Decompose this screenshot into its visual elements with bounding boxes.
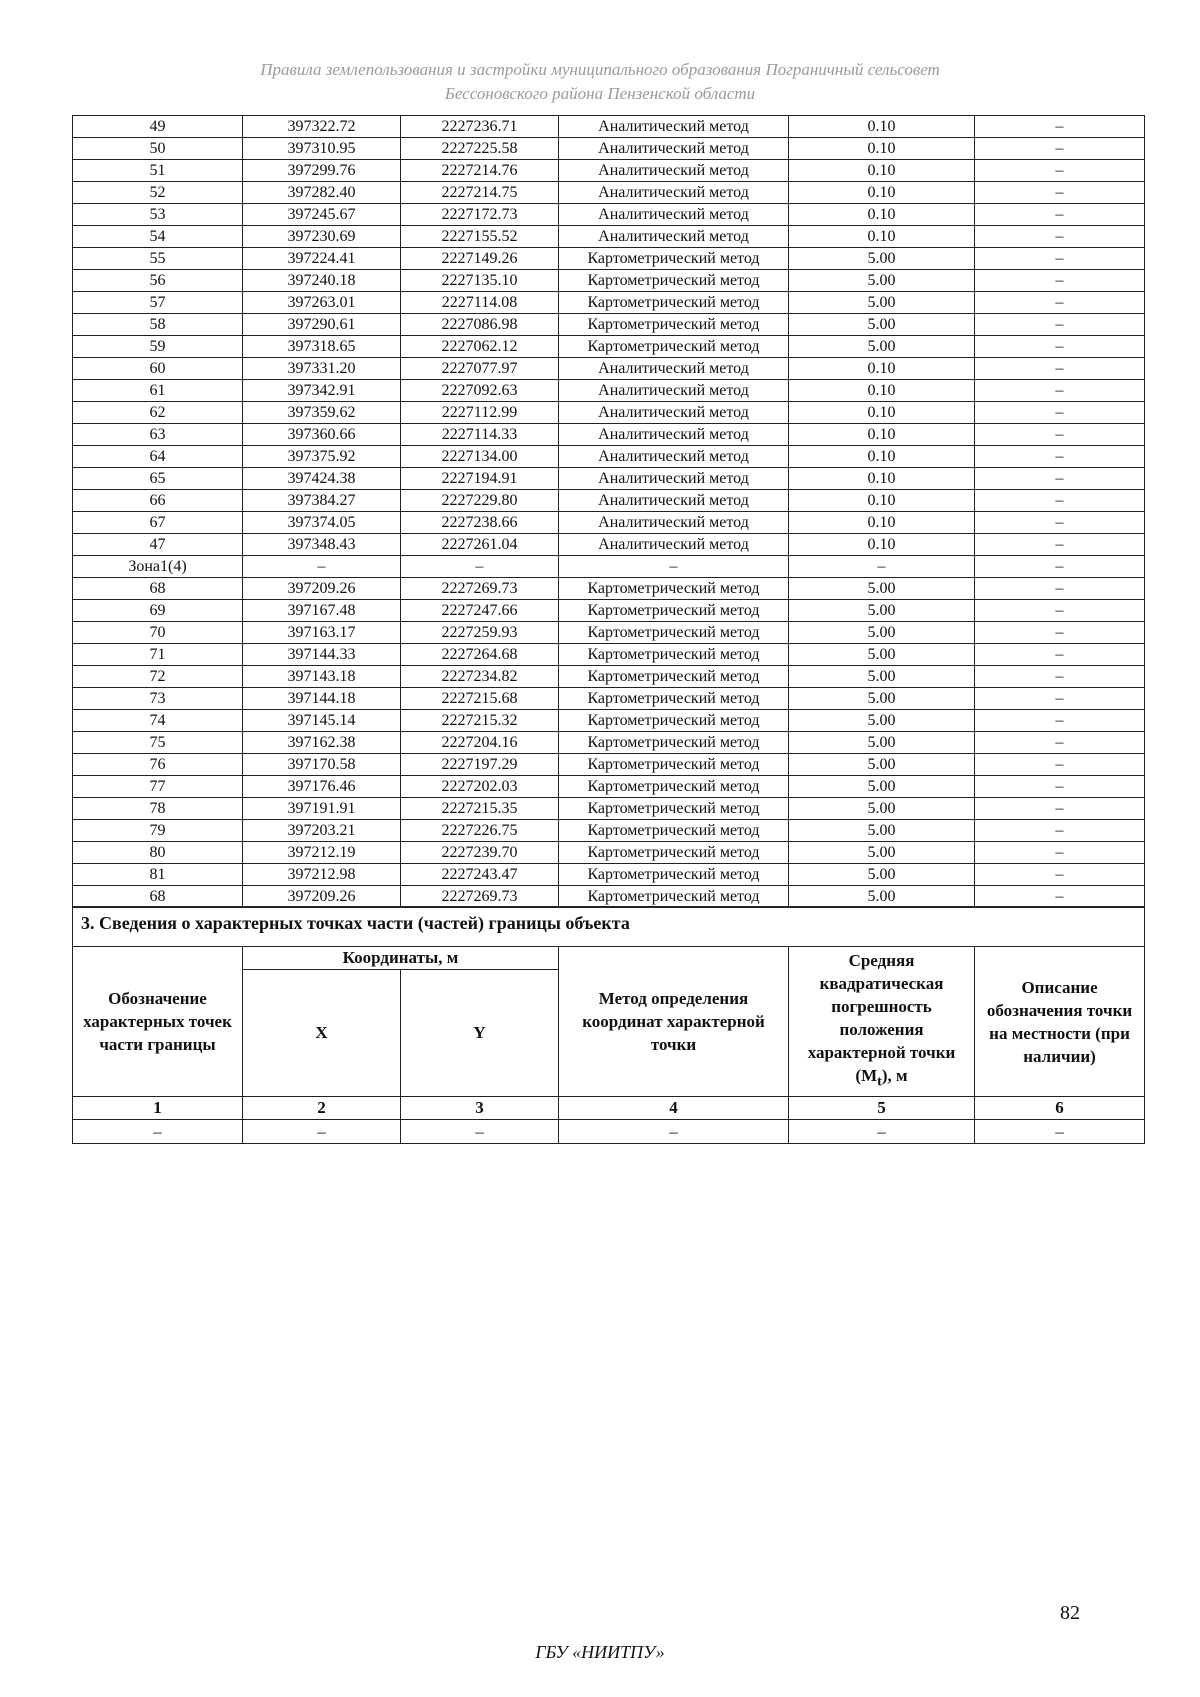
table-row	[73, 578, 1145, 600]
description-cell: –	[975, 622, 1145, 644]
y-coordinate-cell: 2227204.16	[401, 732, 559, 754]
y-coordinate-cell: 2227234.82	[401, 666, 559, 688]
error-cell: 0.10	[789, 424, 975, 446]
method-cell: Картометрический метод	[559, 886, 789, 908]
table-row	[73, 270, 1145, 292]
x-coordinate-cell: 397374.05	[243, 512, 401, 534]
description-cell: –	[975, 512, 1145, 534]
error-cell: 0.10	[789, 138, 975, 160]
description-cell: –	[975, 468, 1145, 490]
method-cell: Картометрический метод	[559, 644, 789, 666]
table-row	[73, 776, 1145, 798]
page-number: 82	[1060, 1602, 1080, 1624]
x-coordinate-cell: 397143.18	[243, 666, 401, 688]
x-coordinate-cell: 397191.91	[243, 798, 401, 820]
error-cell: 5.00	[789, 754, 975, 776]
description-cell: –	[975, 160, 1145, 182]
point-id-cell: 66	[73, 490, 243, 512]
y-coordinate-cell: –	[401, 556, 559, 578]
point-id-cell: 71	[73, 644, 243, 666]
y-coordinate-cell: 2227215.35	[401, 798, 559, 820]
table-row	[73, 424, 1145, 446]
y-coordinate-cell: 2227261.04	[401, 534, 559, 556]
method-cell: Картометрический метод	[559, 820, 789, 842]
point-id-cell: 65	[73, 468, 243, 490]
method-cell: Картометрический метод	[559, 710, 789, 732]
table-row	[73, 798, 1145, 820]
point-id-cell: 57	[73, 292, 243, 314]
error-cell: 0.10	[789, 534, 975, 556]
description-cell: –	[975, 776, 1145, 798]
empty-cell: –	[401, 1120, 559, 1144]
table-row	[73, 204, 1145, 226]
point-id-cell: 67	[73, 512, 243, 534]
y-coordinate-cell: 2227194.91	[401, 468, 559, 490]
point-id-cell: 76	[73, 754, 243, 776]
description-cell: –	[975, 402, 1145, 424]
document-header	[0, 58, 1200, 106]
method-cell: Аналитический метод	[559, 358, 789, 380]
method-cell: Картометрический метод	[559, 292, 789, 314]
method-cell: Аналитический метод	[559, 468, 789, 490]
header-designation: Обозначение характерных точек части границы	[73, 947, 243, 1097]
table-row	[73, 358, 1145, 380]
y-coordinate-cell: 2227135.10	[401, 270, 559, 292]
method-cell: Аналитический метод	[559, 226, 789, 248]
table-row	[73, 292, 1145, 314]
coordinates-table-body	[73, 116, 1145, 908]
x-coordinate-cell: 397144.33	[243, 644, 401, 666]
method-cell: Аналитический метод	[559, 534, 789, 556]
method-cell: Картометрический метод	[559, 336, 789, 358]
x-coordinate-cell: 397318.65	[243, 336, 401, 358]
y-coordinate-cell: 2227229.80	[401, 490, 559, 512]
error-cell: 0.10	[789, 226, 975, 248]
description-cell: –	[975, 292, 1145, 314]
description-cell: –	[975, 490, 1145, 512]
y-coordinate-cell: 2227236.71	[401, 116, 559, 138]
table-row	[73, 886, 1145, 908]
method-cell: Картометрический метод	[559, 600, 789, 622]
y-coordinate-cell: 2227114.33	[401, 424, 559, 446]
method-cell: –	[559, 556, 789, 578]
y-coordinate-cell: 2227269.73	[401, 578, 559, 600]
table-row	[73, 490, 1145, 512]
y-coordinate-cell: 2227264.68	[401, 644, 559, 666]
description-cell: –	[975, 732, 1145, 754]
error-cell: 0.10	[789, 182, 975, 204]
point-id-cell: 61	[73, 380, 243, 402]
error-cell: 0.10	[789, 380, 975, 402]
point-id-cell: Зона1(4)	[73, 556, 243, 578]
error-cell: 5.00	[789, 644, 975, 666]
method-cell: Картометрический метод	[559, 314, 789, 336]
description-cell: –	[975, 556, 1145, 578]
point-id-cell: 56	[73, 270, 243, 292]
error-cell: 5.00	[789, 732, 975, 754]
y-coordinate-cell: 2227155.52	[401, 226, 559, 248]
header-x: X	[243, 970, 401, 1097]
point-id-cell: 80	[73, 842, 243, 864]
description-cell: –	[975, 842, 1145, 864]
point-id-cell: 47	[73, 534, 243, 556]
method-cell: Аналитический метод	[559, 160, 789, 182]
y-coordinate-cell: 2227259.93	[401, 622, 559, 644]
table-row	[73, 314, 1145, 336]
x-coordinate-cell: 397359.62	[243, 402, 401, 424]
point-id-cell: 69	[73, 600, 243, 622]
description-cell: –	[975, 182, 1145, 204]
x-coordinate-cell: 397209.26	[243, 578, 401, 600]
error-cell: 0.10	[789, 358, 975, 380]
y-coordinate-cell: 2227215.68	[401, 688, 559, 710]
y-coordinate-cell: 2227112.99	[401, 402, 559, 424]
y-coordinate-cell: 2227214.75	[401, 182, 559, 204]
y-coordinate-cell: 2227238.66	[401, 512, 559, 534]
description-cell: –	[975, 138, 1145, 160]
point-id-cell: 49	[73, 116, 243, 138]
error-cell: 0.10	[789, 490, 975, 512]
error-cell: 0.10	[789, 512, 975, 534]
error-cell: 5.00	[789, 886, 975, 908]
table-row	[73, 842, 1145, 864]
x-coordinate-cell: 397263.01	[243, 292, 401, 314]
error-cell: 5.00	[789, 270, 975, 292]
table-row	[73, 820, 1145, 842]
table-row	[73, 160, 1145, 182]
table-row	[73, 226, 1145, 248]
method-cell: Картометрический метод	[559, 666, 789, 688]
y-coordinate-cell: 2227114.08	[401, 292, 559, 314]
y-coordinate-cell: 2227247.66	[401, 600, 559, 622]
x-coordinate-cell: 397212.19	[243, 842, 401, 864]
header-error: Средняя квадратическая погрешность положения характерной точки $(М_t)$, м	[789, 947, 975, 1097]
description-cell: –	[975, 336, 1145, 358]
table-row	[73, 622, 1145, 644]
y-coordinate-cell: 2227062.12	[401, 336, 559, 358]
method-cell: Картометрический метод	[559, 754, 789, 776]
point-id-cell: 51	[73, 160, 243, 182]
description-cell: –	[975, 886, 1145, 908]
description-cell: –	[975, 864, 1145, 886]
table-row	[73, 336, 1145, 358]
table-row	[73, 644, 1145, 666]
column-number: 3	[401, 1097, 559, 1120]
error-cell: 5.00	[789, 710, 975, 732]
y-coordinate-cell: 2227134.00	[401, 446, 559, 468]
column-number: 5	[789, 1097, 975, 1120]
table-row	[73, 468, 1145, 490]
x-coordinate-cell: 397245.67	[243, 204, 401, 226]
description-cell: –	[975, 248, 1145, 270]
y-coordinate-cell: 2227225.58	[401, 138, 559, 160]
method-cell: Аналитический метод	[559, 446, 789, 468]
empty-data-row	[73, 1120, 1145, 1144]
table-row	[73, 138, 1145, 160]
table-row	[73, 248, 1145, 270]
x-coordinate-cell: 397145.14	[243, 710, 401, 732]
x-coordinate-cell: 397212.98	[243, 864, 401, 886]
description-cell: –	[975, 578, 1145, 600]
empty-cell: –	[559, 1120, 789, 1144]
point-id-cell: 59	[73, 336, 243, 358]
y-coordinate-cell: 2227077.97	[401, 358, 559, 380]
error-cell: 5.00	[789, 578, 975, 600]
empty-cell: –	[73, 1120, 243, 1144]
x-coordinate-cell: 397375.92	[243, 446, 401, 468]
x-coordinate-cell: –	[243, 556, 401, 578]
point-id-cell: 52	[73, 182, 243, 204]
error-cell: 5.00	[789, 600, 975, 622]
table-row	[73, 116, 1145, 138]
point-id-cell: 68	[73, 578, 243, 600]
y-coordinate-cell: 2227269.73	[401, 886, 559, 908]
table-row	[73, 754, 1145, 776]
x-coordinate-cell: 397310.95	[243, 138, 401, 160]
point-id-cell: 53	[73, 204, 243, 226]
y-coordinate-cell: 2227086.98	[401, 314, 559, 336]
x-coordinate-cell: 397342.91	[243, 380, 401, 402]
point-id-cell: 75	[73, 732, 243, 754]
method-cell: Картометрический метод	[559, 688, 789, 710]
method-cell: Картометрический метод	[559, 776, 789, 798]
description-cell: –	[975, 798, 1145, 820]
method-cell: Картометрический метод	[559, 798, 789, 820]
description-cell: –	[975, 644, 1145, 666]
y-coordinate-cell: 2227214.76	[401, 160, 559, 182]
method-cell: Аналитический метод	[559, 138, 789, 160]
error-cell: 5.00	[789, 776, 975, 798]
header-line-1: Правила землепользования и застройки муниципального образования Пограничный сельсовет	[260, 60, 940, 79]
y-coordinate-cell: 2227243.47	[401, 864, 559, 886]
section3-table	[72, 906, 1145, 1144]
error-cell: –	[789, 556, 975, 578]
point-id-cell: 62	[73, 402, 243, 424]
x-coordinate-cell: 397360.66	[243, 424, 401, 446]
header-line-2: Бессоновского района Пензенской области	[444, 84, 756, 103]
x-coordinate-cell: 397167.48	[243, 600, 401, 622]
y-coordinate-cell: 2227215.32	[401, 710, 559, 732]
y-coordinate-cell: 2227239.70	[401, 842, 559, 864]
point-id-cell: 70	[73, 622, 243, 644]
table-row	[73, 402, 1145, 424]
x-coordinate-cell: 397282.40	[243, 182, 401, 204]
x-coordinate-cell: 397384.27	[243, 490, 401, 512]
y-coordinate-cell: 2227172.73	[401, 204, 559, 226]
x-coordinate-cell: 397203.21	[243, 820, 401, 842]
point-id-cell: 58	[73, 314, 243, 336]
table-row	[73, 600, 1145, 622]
point-id-cell: 68	[73, 886, 243, 908]
x-coordinate-cell: 397170.58	[243, 754, 401, 776]
point-id-cell: 54	[73, 226, 243, 248]
error-cell: 5.00	[789, 842, 975, 864]
table-row	[73, 182, 1145, 204]
y-coordinate-cell: 2227226.75	[401, 820, 559, 842]
x-coordinate-cell: 397322.72	[243, 116, 401, 138]
column-number: 6	[975, 1097, 1145, 1120]
table-row	[73, 710, 1145, 732]
error-cell: 5.00	[789, 864, 975, 886]
table-row	[73, 380, 1145, 402]
table-row	[73, 534, 1145, 556]
table-row	[73, 732, 1145, 754]
point-id-cell: 60	[73, 358, 243, 380]
description-cell: –	[975, 424, 1145, 446]
document-footer: ГБУ «НИИТПУ»	[535, 1642, 665, 1662]
error-cell: 5.00	[789, 798, 975, 820]
empty-cell: –	[243, 1120, 401, 1144]
table-row	[73, 666, 1145, 688]
y-coordinate-cell: 2227197.29	[401, 754, 559, 776]
description-cell: –	[975, 754, 1145, 776]
empty-cell: –	[789, 1120, 975, 1144]
table-row	[73, 864, 1145, 886]
method-cell: Картометрический метод	[559, 864, 789, 886]
point-id-cell: 50	[73, 138, 243, 160]
point-id-cell: 63	[73, 424, 243, 446]
error-cell: 0.10	[789, 116, 975, 138]
table-row	[73, 688, 1145, 710]
header-y: Y	[401, 970, 559, 1097]
method-cell: Картометрический метод	[559, 270, 789, 292]
point-id-cell: 64	[73, 446, 243, 468]
column-number: 2	[243, 1097, 401, 1120]
x-coordinate-cell: 397162.38	[243, 732, 401, 754]
method-cell: Аналитический метод	[559, 402, 789, 424]
section3-title: 3. Сведения о характерных точках части (частей) границы объекта	[73, 907, 1145, 947]
description-cell: –	[975, 820, 1145, 842]
description-cell: –	[975, 446, 1145, 468]
error-cell: 5.00	[789, 688, 975, 710]
error-cell: 5.00	[789, 292, 975, 314]
point-id-cell: 74	[73, 710, 243, 732]
method-cell: Картометрический метод	[559, 622, 789, 644]
y-coordinate-cell: 2227149.26	[401, 248, 559, 270]
x-coordinate-cell: 397290.61	[243, 314, 401, 336]
x-coordinate-cell: 397299.76	[243, 160, 401, 182]
description-cell: –	[975, 380, 1145, 402]
error-cell: 0.10	[789, 468, 975, 490]
description-cell: –	[975, 534, 1145, 556]
point-id-cell: 55	[73, 248, 243, 270]
method-cell: Аналитический метод	[559, 380, 789, 402]
empty-cell: –	[975, 1120, 1145, 1144]
point-id-cell: 79	[73, 820, 243, 842]
method-cell: Аналитический метод	[559, 116, 789, 138]
description-cell: –	[975, 314, 1145, 336]
header-coordinates: Координаты, м	[243, 947, 559, 970]
error-cell: 5.00	[789, 820, 975, 842]
table-row	[73, 446, 1145, 468]
point-id-cell: 72	[73, 666, 243, 688]
description-cell: –	[975, 204, 1145, 226]
y-coordinate-cell: 2227092.63	[401, 380, 559, 402]
error-cell: 5.00	[789, 248, 975, 270]
method-cell: Картометрический метод	[559, 842, 789, 864]
method-cell: Аналитический метод	[559, 512, 789, 534]
method-cell: Аналитический метод	[559, 424, 789, 446]
method-cell: Картометрический метод	[559, 732, 789, 754]
column-number: 1	[73, 1097, 243, 1120]
description-cell: –	[975, 688, 1145, 710]
point-id-cell: 81	[73, 864, 243, 886]
x-coordinate-cell: 397240.18	[243, 270, 401, 292]
header-description: Описание обозначения точки на местности (при наличии)	[975, 947, 1145, 1097]
description-cell: –	[975, 600, 1145, 622]
description-cell: –	[975, 666, 1145, 688]
x-coordinate-cell: 397209.26	[243, 886, 401, 908]
x-coordinate-cell: 397331.20	[243, 358, 401, 380]
error-cell: 5.00	[789, 622, 975, 644]
x-coordinate-cell: 397348.43	[243, 534, 401, 556]
x-coordinate-cell: 397144.18	[243, 688, 401, 710]
x-coordinate-cell: 397424.38	[243, 468, 401, 490]
x-coordinate-cell: 397163.17	[243, 622, 401, 644]
method-cell: Картометрический метод	[559, 578, 789, 600]
coordinates-table	[72, 115, 1145, 908]
point-id-cell: 78	[73, 798, 243, 820]
error-cell: 0.10	[789, 160, 975, 182]
point-id-cell: 77	[73, 776, 243, 798]
y-coordinate-cell: 2227202.03	[401, 776, 559, 798]
table-row	[73, 556, 1145, 578]
error-cell: 0.10	[789, 402, 975, 424]
x-coordinate-cell: 397176.46	[243, 776, 401, 798]
description-cell: –	[975, 358, 1145, 380]
error-cell: 5.00	[789, 336, 975, 358]
column-number: 4	[559, 1097, 789, 1120]
header-method: Метод определения координат характерной точки	[559, 947, 789, 1097]
method-cell: Аналитический метод	[559, 204, 789, 226]
x-coordinate-cell: 397224.41	[243, 248, 401, 270]
description-cell: –	[975, 226, 1145, 248]
error-cell: 0.10	[789, 204, 975, 226]
error-cell: 5.00	[789, 666, 975, 688]
error-cell: 5.00	[789, 314, 975, 336]
description-cell: –	[975, 270, 1145, 292]
description-cell: –	[975, 710, 1145, 732]
column-numbers-row	[73, 1097, 1145, 1120]
method-cell: Аналитический метод	[559, 490, 789, 512]
x-coordinate-cell: 397230.69	[243, 226, 401, 248]
error-cell: 0.10	[789, 446, 975, 468]
point-id-cell: 73	[73, 688, 243, 710]
method-cell: Картометрический метод	[559, 248, 789, 270]
method-cell: Аналитический метод	[559, 182, 789, 204]
description-cell: –	[975, 116, 1145, 138]
table-row	[73, 512, 1145, 534]
